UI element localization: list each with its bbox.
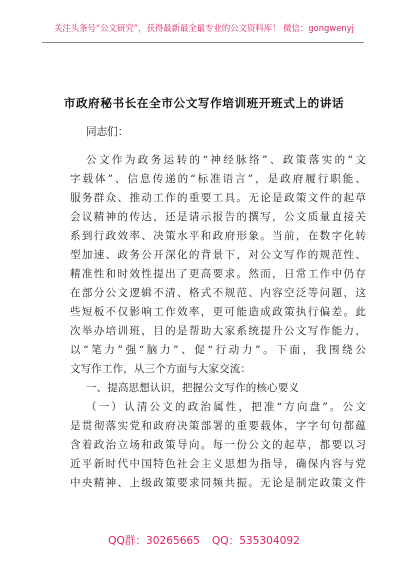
body-line: 含着政治立场和政策导向。每一份公文的起草，都要以习 <box>70 439 366 451</box>
body-line: 精准性和时效性提出了更高要求。然而，日常工作中仍存 <box>70 268 366 280</box>
footer-qq-group: QQ群：30265665 <box>108 535 200 547</box>
body-line: 在部分公文逻辑不清、格式不规范、内容空泛等问题，这 <box>70 287 366 299</box>
section-heading: 一、提高思想认识，把握公文写作的核心要义 <box>86 382 299 394</box>
body-line: 公文作为政务运转的“神经脉络”、政策落实的“文 <box>86 154 366 166</box>
header-promo-note: 关注头条号“公文研究”，获得最新最全最专业的公文资料库！ 微信：gongwenyj <box>54 23 354 33</box>
body-line: 些短板不仅影响工作效率，更可能造成政策执行偏差。此 <box>70 306 366 318</box>
body-line: 近平新时代中国特色社会主义思想为指导，确保内容与党 <box>70 458 366 470</box>
body-line: 以“笔力”强“脑力”、促“行动力”。下面，我围绕公 <box>70 344 366 356</box>
body-line: 会议精神的传达，还是请示报告的撰写，公文质量直接关 <box>70 211 366 223</box>
body-line: 系到行政效率、决策水平和政府形象。当前，在数字化转 <box>70 230 366 242</box>
subsection-line: （一）认清公文的政治属性，把准“方向盘”。公文 <box>86 401 366 413</box>
body-line: 文写作工作，从三个方面与大家交流： <box>70 363 252 375</box>
body-line: 字载体”、信息传递的“标准语言”，是政府履行职能、 <box>70 173 366 185</box>
body-line: 次举办培训班，目的是帮助大家系统提升公文写作能力， <box>70 325 366 337</box>
body-line: 服务群众、推动工作的重要工具。无论是政策文件的起草 <box>70 192 366 204</box>
footer-qq: QQ：535304092 <box>211 535 300 547</box>
body-line: 型加速、政务公开深化的背景下，对公文写作的规范性、 <box>70 249 366 261</box>
salutation: 同志们： <box>86 126 129 138</box>
header-divider <box>42 42 364 43</box>
body-line: 是贯彻落实党和政府决策部署的重要载体，字字句句都蕴 <box>70 420 366 432</box>
body-line: 中央精神、上级政策要求同频共振。无论是制定政策文件 <box>70 477 366 489</box>
footer-contact <box>0 533 408 548</box>
document-title: 市政府秘书长在全市公文写作培训班开班式上的讲话 <box>63 96 345 110</box>
